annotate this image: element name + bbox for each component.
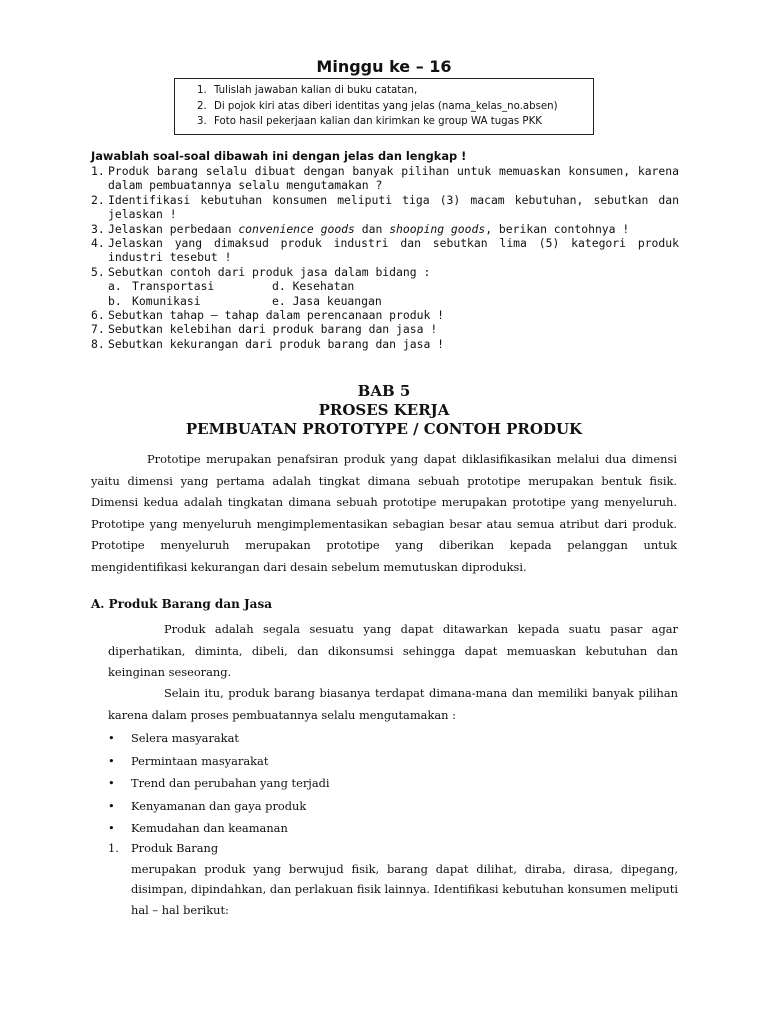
instruction-item: 3. Foto hasil pekerjaan kalian dan kirimkan ke group WA tugas PKK — [197, 116, 542, 127]
list-item: • Kenyamanan dan gaya produk — [108, 795, 330, 818]
bullet-icon: • — [108, 776, 115, 791]
bullet-icon: • — [108, 731, 115, 745]
subsection-produk-barang — [108, 838, 678, 920]
questions-heading: Jawablah soal-soal dibawah ini dengan jelas dan lengkap ! — [91, 149, 467, 163]
question-item: 7. Sebutkan kelebihan dari produk barang dan jasa ! — [91, 322, 438, 337]
intro-paragraph: Prototipe merupakan penafsiran produk yang dapat diklasifikasikan melalui dua dimensi yaitu dimensi yang pertama adalah tingkat dimana sebuah prototipe merupakan bentuk fisik. Dimensi kedua adalah tingkatan dimana sebuah prototipe merupakan prototipe yang menyeluruh. Prototipe yang menyeluruh mengimplementasikan sebagian besar atau semua atribut dari produk. Prototipe menyeluruh merupakan prototipe yang diberikan kepada pelanggan untuk mengidentifikasi kekurangan dari desain sebelum memutuskan diproduksi. — [91, 452, 677, 574]
bullet-icon: • — [108, 821, 115, 836]
list-item: • Selera masyarakat — [108, 727, 330, 750]
chapter-number: BAB 5 — [357, 382, 411, 400]
instruction-item: 2. Di pojok kiri atas diberi identitas yang jelas (nama_kelas_no.absen) — [197, 100, 558, 112]
bullet-icon: • — [108, 753, 115, 768]
question-item: 4. Jelaskan yang dimaksud produk industri dan sebutkan lima (5) kategori produk industri tesebut ! — [91, 236, 679, 265]
bullet-list — [108, 727, 330, 840]
bullet-icon: • — [108, 798, 115, 813]
list-item: • Permintaan masyarakat — [108, 750, 330, 773]
instruction-item: 1. Tulislah jawaban kalian di buku catatan, — [197, 85, 418, 96]
question-item: 1. Produk barang selalu dibuat dengan banyak pilihan untuk memuaskan konsumen, karena dalam pembuatannya selalu mengutamakan ? — [91, 164, 679, 193]
product-goods-paragraph: Selain itu, produk barang biasanya terdapat dimana-mana dan memiliki banyak pilihan karena dalam proses pembuatannya selalu mengutamakan : — [108, 686, 678, 722]
chapter-title-2: PEMBUATAN PROTOTYPE / CONTOH PRODUK — [185, 420, 583, 438]
section-a-heading: A. Produk Barang dan Jasa — [91, 597, 272, 611]
product-definition-paragraph: Produk adalah segala sesuatu yang dapat ditawarkan kepada suatu pasar agar diperhatikan, diminta, dibeli, dan dikonsumsi sehingga dapat memuaskan kebutuhan dan keinginan seseorang. — [108, 622, 678, 680]
question-item: 2. Identifikasi kebutuhan konsumen meliputi tiga (3) macam kebutuhan, sebutkan dan jelaskan ! — [91, 192, 679, 222]
question-item: 8. Sebutkan kekurangan dari produk barang dan jasa ! — [91, 336, 445, 351]
subsection-heading: 1. Produk Barang — [108, 841, 219, 855]
week-title: Minggu ke – 16 — [316, 57, 452, 76]
list-item: • Trend dan perubahan yang terjadi — [108, 772, 330, 795]
questions-list — [91, 164, 679, 351]
subsection-text: merupakan produk yang berwujud fisik, barang dapat dilihat, diraba, dirasa, dipegang, disimpan, dipindahkan, dan perlakuan fisik lainnya. Identifikasi kebutuhan konsumen meliputi hal – hal berikut: — [131, 861, 678, 917]
chapter-title-1: PROSES KERJA — [318, 401, 450, 419]
question-option-row: b. Komunikasi e. Jasa keuangan — [108, 293, 382, 308]
question-item: 5. Sebutkan contoh dari produk jasa dalam bidang : — [91, 264, 431, 279]
question-item: 6. Sebutkan tahap – tahap dalam perencanaan produk ! — [91, 308, 445, 323]
question-item: 3. Jelaskan perbedaan convenience goods dan shooping goods, berikan contohnya ! — [91, 221, 630, 236]
list-item: • Kemudahan dan keamanan — [108, 817, 330, 840]
question-option-row: a. Transportasi d. Kesehatan — [108, 279, 355, 294]
chapter-heading — [0, 382, 768, 439]
instructions-box — [174, 78, 594, 135]
